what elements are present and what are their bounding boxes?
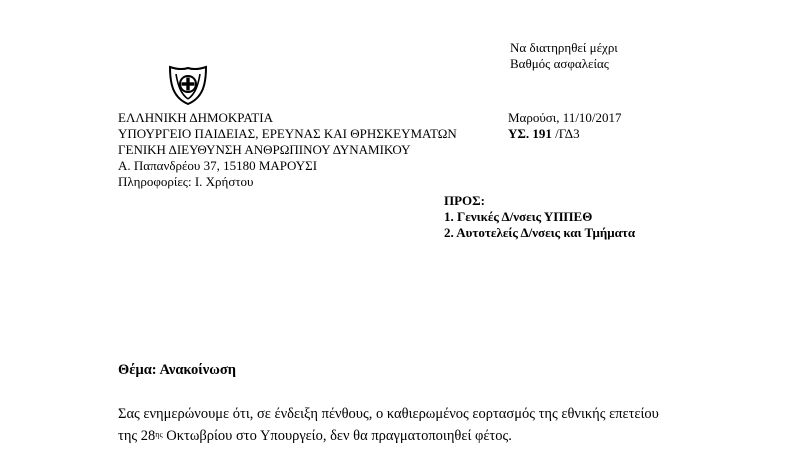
body-line-2-end: Οκτωβρίου στο Υπουργείο, δεν θα πραγματοποιηθεί φέτος. [162, 428, 512, 444]
recipients-label: ΠΡΟΣ: [444, 193, 485, 208]
ordinal-suffix: ης [155, 430, 163, 439]
sender-country: ΕΛΛΗΝΙΚΗ ΔΗΜΟΚΡΑΤΙΑ [118, 110, 273, 125]
body-line-2 [118, 427, 512, 445]
greek-emblem-icon [168, 64, 208, 106]
retention-until: Να διατηρηθεί μέχρι [510, 40, 618, 55]
reference-suffix: /ΓΔ3 [555, 126, 580, 141]
retention-block [510, 40, 618, 72]
body-line-1: Σας ενημερώνουμε ότι, σε ένδειξη πένθους, ο καθιερωμένος εορτασμός της εθνικής επετείου [118, 406, 659, 422]
recipient-item: 2. Αυτοτελείς Δ/νσεις και Τμήματα [444, 225, 636, 240]
reference-value: 191 [532, 126, 552, 141]
reference-number [508, 126, 580, 142]
recipient-item: 1. Γενικές Δ/νσεις ΥΠΠΕΘ [444, 209, 593, 224]
sender-block [118, 110, 457, 190]
recipients-block [444, 193, 635, 241]
sender-ministry: ΥΠΟΥΡΓΕΙΟ ΠΑΙΔΕΙΑΣ, ΕΡΕΥΝΑΣ ΚΑΙ ΘΡΗΣΚΕΥΜΑΤΩΝ [118, 126, 457, 141]
sender-directorate: ΓΕΝΙΚΗ ΔΙΕΥΘΥΝΣΗ ΑΝΘΡΩΠΙΝΟΥ ΔΥΝΑΜΙΚΟΥ [118, 142, 411, 157]
sender-address: Α. Παπανδρέου 37, 15180 ΜΑΡΟΥΣΙ [118, 158, 318, 173]
subject-line: Θέμα: Ανακοίνωση [118, 362, 236, 378]
reference-prefix: ΥΣ. [508, 126, 530, 141]
sender-info: Πληροφορίες: Ι. Χρήστου [118, 174, 254, 189]
body-line-2-start: της 28 [118, 428, 156, 444]
security-grade: Βαθμός ασφαλείας [510, 56, 609, 71]
place-date: Μαρούσι, 11/10/2017 [508, 110, 622, 125]
